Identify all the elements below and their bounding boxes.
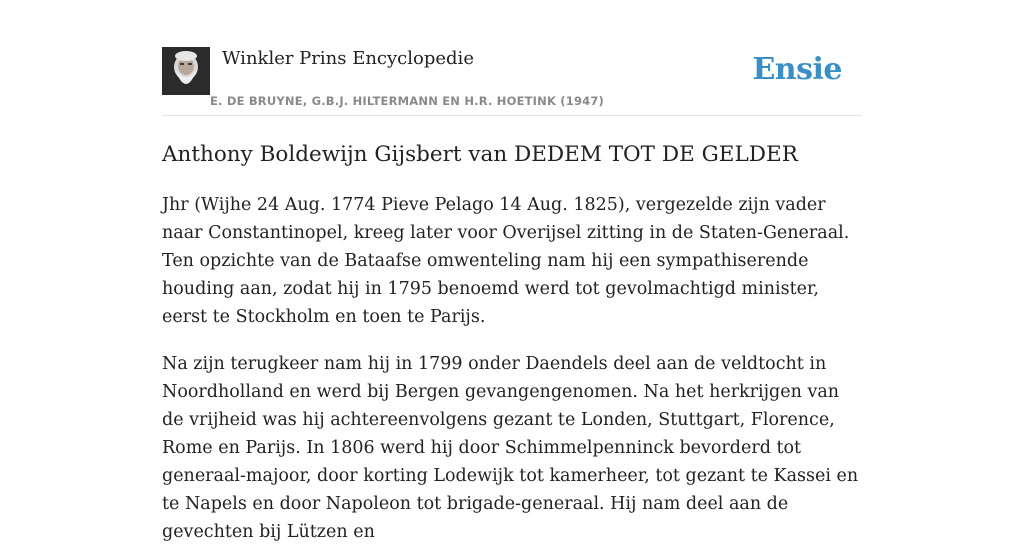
site-title[interactable]: Winkler Prins Encyclopedie (222, 48, 474, 69)
content-column (162, 46, 862, 546)
site-header (162, 46, 862, 116)
article-paragraph: Na zijn terugkeer nam hij in 1799 onder Daendels deel aan de veldtocht in Noordholland en werd bij Bergen gevangengenomen. Na het herkrijgen van de vrijheid was hij achtereenvolgens gezant te Londen, Stuttgart, Florence, Rome en Parijs. In 1806 werd hij door Schimmelpenninck bevorderd tot generaal-majoor, door korting Lodewijk tot kamerheer, tot gezant te Kassei en te Napels en door Napoleon tot brigade-generaal. Hij nam deel aan de gevechten bij Lützen en (162, 354, 859, 542)
bearded-man-portrait-icon[interactable] (162, 47, 210, 95)
authors-line: E. DE BRUYNE, G.B.J. HILTERMANN EN H.R. HOETINK (1947) (210, 94, 605, 108)
article-title: Anthony Boldewijn Gijsbert van DEDEM TOT DE GELDER (162, 142, 798, 167)
ensie-logo-link[interactable]: Ensie (752, 52, 842, 87)
article-paragraph: Jhr (Wijhe 24 Aug. 1774 Pieve Pelago 14 Aug. 1825), vergezelde zijn vader naar Constantinopel, kreeg later voor Overijsel zitting in de Staten-Generaal. Ten opzichte van de Bataafse omwenteling nam hij een sympathiserende houding aan, zodat hij in 1795 benoemd werd tot gevolmachtigd minister, eerst te Stockholm en toen te Parijs. (162, 195, 850, 327)
